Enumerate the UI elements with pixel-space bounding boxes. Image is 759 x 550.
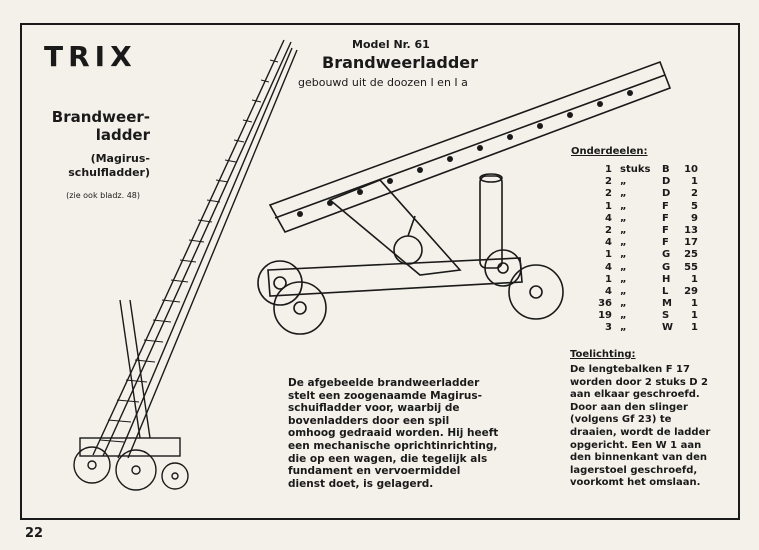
part-unit: „ bbox=[620, 285, 627, 297]
part-code: F bbox=[662, 212, 669, 224]
part-code: D bbox=[662, 176, 671, 188]
part-row bbox=[586, 286, 698, 298]
part-row bbox=[586, 249, 698, 261]
part-num: 1 bbox=[691, 273, 698, 285]
part-code: S bbox=[662, 310, 670, 322]
part-row bbox=[586, 176, 698, 188]
part-unit: „ bbox=[620, 224, 627, 236]
model-number: Model Nr. 61 bbox=[352, 38, 430, 51]
part-unit: „ bbox=[620, 188, 627, 200]
part-unit: stuks bbox=[620, 164, 651, 175]
part-code: F bbox=[662, 200, 669, 212]
part-qty: 1 bbox=[605, 164, 612, 175]
part-code: D bbox=[662, 188, 671, 200]
part-unit: „ bbox=[620, 261, 627, 273]
part-row bbox=[586, 188, 698, 200]
part-code: M bbox=[662, 298, 672, 310]
side-subtitle: (Magirus-schulfladder) bbox=[68, 152, 150, 179]
part-num: 5 bbox=[691, 200, 698, 212]
part-num: 1 bbox=[691, 322, 698, 334]
part-num: 10 bbox=[684, 164, 698, 175]
trix-logo: TRIX bbox=[44, 40, 137, 73]
part-code: F bbox=[662, 237, 669, 249]
part-unit: „ bbox=[620, 176, 627, 188]
part-qty: 2 bbox=[605, 224, 612, 236]
parts-list bbox=[586, 164, 698, 335]
part-num: 55 bbox=[684, 261, 698, 273]
part-qty: 1 bbox=[605, 249, 612, 261]
note-title: Toelichting: bbox=[570, 349, 636, 360]
part-qty: 2 bbox=[605, 188, 612, 200]
part-qty: 4 bbox=[605, 261, 612, 273]
part-num: 25 bbox=[684, 249, 698, 261]
part-code: L bbox=[662, 285, 669, 297]
part-qty: 1 bbox=[605, 200, 612, 212]
part-qty: 3 bbox=[605, 322, 612, 334]
part-unit: „ bbox=[620, 273, 627, 285]
part-code: G bbox=[662, 261, 671, 273]
part-code: F bbox=[662, 224, 669, 236]
part-qty: 4 bbox=[605, 212, 612, 224]
part-unit: „ bbox=[620, 237, 627, 249]
part-row bbox=[586, 225, 698, 237]
part-num: 13 bbox=[684, 224, 698, 236]
part-code: B bbox=[662, 164, 670, 175]
side-reference: (zie ook bladz. 48) bbox=[66, 191, 140, 200]
part-qty: 4 bbox=[605, 285, 612, 297]
side-title: Brandweer-ladder bbox=[51, 108, 150, 144]
part-row bbox=[586, 322, 698, 334]
part-row bbox=[586, 164, 698, 176]
part-row bbox=[586, 262, 698, 274]
part-qty: 4 bbox=[605, 237, 612, 249]
page-subtitle: gebouwd uit de doozen I en I a bbox=[298, 76, 468, 89]
part-unit: „ bbox=[620, 298, 627, 310]
part-num: 29 bbox=[684, 285, 698, 297]
part-code: G bbox=[662, 249, 671, 261]
part-unit: „ bbox=[620, 249, 627, 261]
part-qty: 36 bbox=[598, 298, 612, 310]
part-unit: „ bbox=[620, 310, 627, 322]
parts-list-title: Onderdeelen: bbox=[571, 146, 648, 157]
part-qty: 19 bbox=[598, 310, 612, 322]
part-row bbox=[586, 298, 698, 310]
page-title: Brandweerladder bbox=[322, 53, 479, 72]
page-number: 22 bbox=[25, 526, 44, 541]
part-row bbox=[586, 310, 698, 322]
part-row bbox=[586, 274, 698, 286]
part-num: 1 bbox=[691, 310, 698, 322]
part-qty: 1 bbox=[605, 273, 612, 285]
part-unit: „ bbox=[620, 322, 627, 334]
part-num: 1 bbox=[691, 298, 698, 310]
part-unit: „ bbox=[620, 200, 627, 212]
part-code: H bbox=[662, 273, 671, 285]
part-num: 1 bbox=[691, 176, 698, 188]
part-num: 2 bbox=[691, 188, 698, 200]
part-qty: 2 bbox=[605, 176, 612, 188]
note-text: De lengtebalken F 17 worden door 2 stuks D 2 aan elkaar geschroefd. Door aan den slinger (volgens Gf 23) te draaien, wordt de ladder opgericht. Een W 1 aan den binnenkant van den lagerstoel geschroefd, voorkomt het omslaan. bbox=[570, 364, 711, 489]
part-row bbox=[586, 201, 698, 213]
part-row bbox=[586, 237, 698, 249]
part-row bbox=[586, 213, 698, 225]
part-code: W bbox=[662, 322, 674, 334]
description-text: De afgebeelde brandweerladder stelt een zoogenaamde Magirus-schuifladder voor, waarbij de bovenladders door een spil omhoog gedraaid worden. Hij heeft een mechanische oprichtinrichting, die op een wagen, die tegelijk als fundament en vervoermiddel dienst doet, is gelagerd. bbox=[288, 377, 499, 490]
part-num: 9 bbox=[691, 212, 698, 224]
part-num: 17 bbox=[684, 237, 698, 249]
part-unit: „ bbox=[620, 212, 627, 224]
